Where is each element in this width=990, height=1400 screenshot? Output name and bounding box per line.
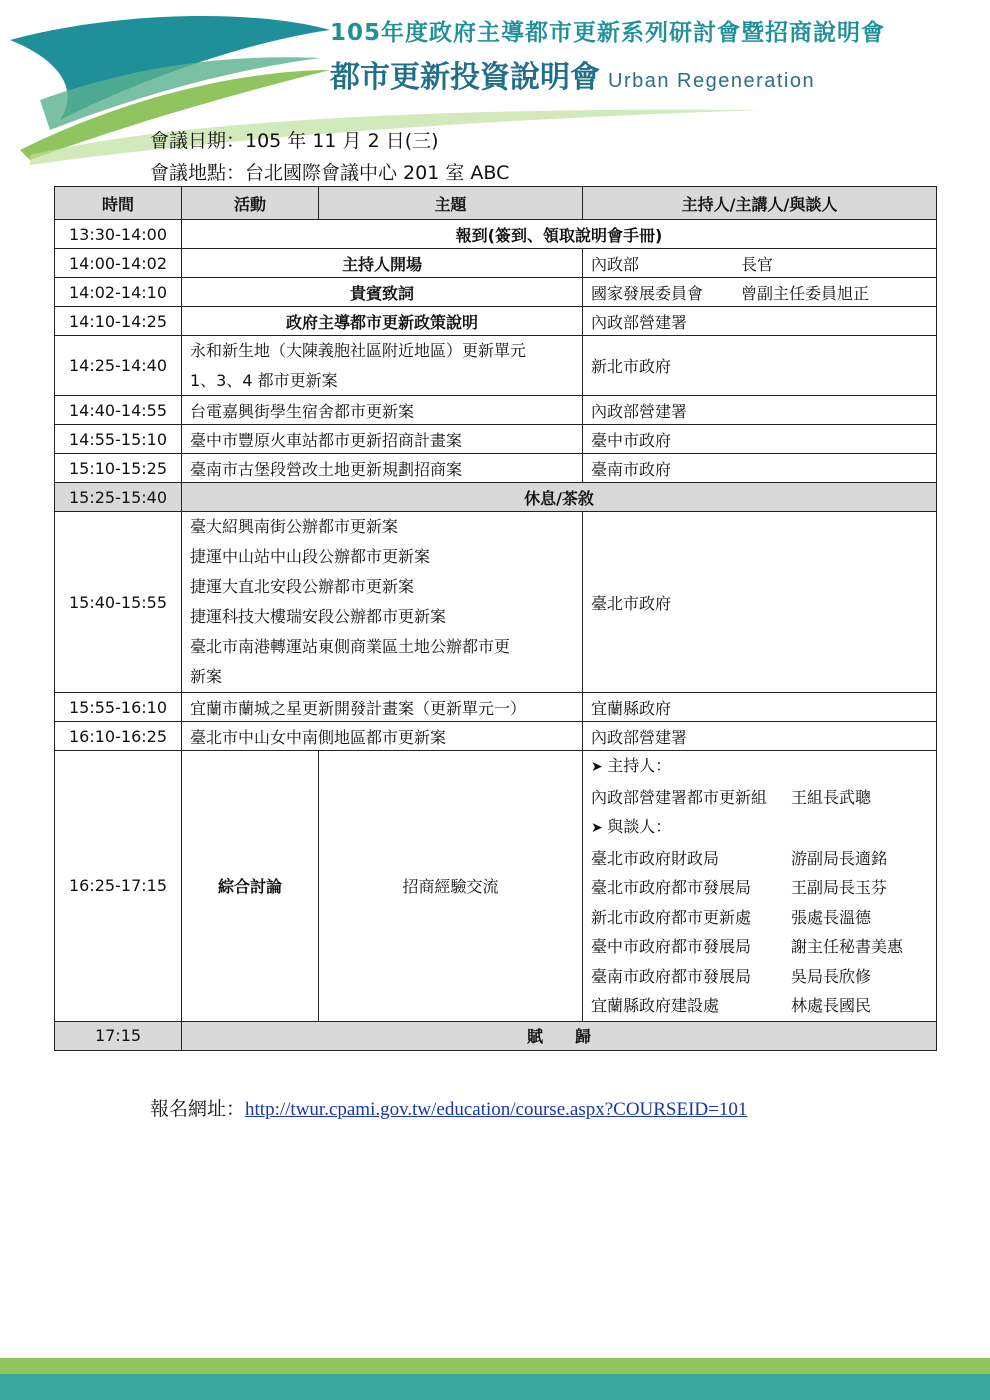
row-time: 15:25-15:40	[55, 483, 182, 512]
speaker-name: 曾副主任委員旭正	[741, 283, 870, 303]
table-row	[55, 307, 937, 336]
event-title	[330, 52, 815, 96]
agenda-table	[54, 186, 937, 1051]
row-topic: 招商經驗交流	[319, 751, 583, 1022]
panel-name: 謝主任秘書美惠	[791, 937, 904, 956]
topic-line: 臺大紹興南街公辦都市更新案	[190, 517, 399, 536]
row-activity: 綜合討論	[182, 751, 319, 1022]
row-time: 15:40-15:55	[55, 512, 182, 693]
signup-label: 報名網址：	[150, 1098, 246, 1120]
panel-label: ➤ 與談人：	[591, 812, 928, 844]
row-merged: 報到(簽到、領取說明會手冊)	[182, 220, 937, 249]
row-activity: 主持人開場	[182, 249, 583, 278]
row-topic	[182, 512, 583, 693]
panel-entry	[591, 932, 928, 962]
table-row-discussion	[55, 751, 937, 1022]
table-row	[55, 249, 937, 278]
row-time: 16:10-16:25	[55, 722, 182, 751]
row-speaker: 內政部營建署	[583, 722, 937, 751]
header-time: 時間	[55, 187, 182, 220]
host-label: ➤ 主持人：	[591, 751, 928, 783]
table-row	[55, 512, 937, 693]
row-time: 14:10-14:25	[55, 307, 182, 336]
table-row	[55, 220, 937, 249]
row-speaker: 臺北市政府	[583, 512, 937, 693]
table-row	[55, 396, 937, 425]
row-speaker: 臺中市政府	[583, 425, 937, 454]
topic-line: 新案	[190, 667, 223, 686]
row-time: 14:02-14:10	[55, 278, 182, 307]
signup-link[interactable]: http://twur.cpami.gov.tw/education/course.aspx?COURSEID=101	[245, 1099, 748, 1120]
row-speaker: 宜蘭縣政府	[583, 693, 937, 722]
row-topic: 臺北市中山女中南側地區都市更新案	[182, 722, 583, 751]
panel-org: 宜蘭縣政府建設處	[591, 996, 720, 1015]
row-speaker: 內政部營建署	[583, 307, 937, 336]
table-row	[55, 336, 937, 396]
signup-line	[150, 1094, 747, 1121]
topic-line: 捷運中山站中山段公辦都市更新案	[190, 547, 431, 566]
panel-name: 張處長溫德	[791, 907, 872, 927]
panel-org: 新北市政府都市更新處	[591, 907, 752, 927]
panel-org: 臺南市政府都市發展局	[591, 966, 752, 986]
topic-line: 捷運科技大樓瑞安段公辦都市更新案	[190, 607, 447, 626]
panel-entry	[591, 991, 928, 1021]
panel-org: 臺中市政府都市發展局	[591, 937, 752, 956]
panel-name: 吳局長欣修	[791, 966, 872, 986]
row-time: 14:25-14:40	[55, 336, 182, 396]
meeting-date: 會議日期：105 年 11 月 2 日(三)	[150, 130, 439, 152]
speaker-name: 長官	[741, 254, 774, 274]
panel-entry	[591, 844, 928, 874]
header-topic: 主題	[319, 187, 583, 220]
row-speakers	[583, 751, 937, 1022]
row-topic: 臺中市豐原火車站都市更新招商計畫案	[182, 425, 583, 454]
row-activity: 貴賓致詞	[182, 278, 583, 307]
table-row	[55, 722, 937, 751]
table-row	[55, 693, 937, 722]
meeting-venue: 會議地點：台北國際會議中心 201 室 ABC	[150, 162, 510, 184]
row-speaker: 新北市政府	[583, 336, 937, 396]
row-speaker: 臺南市政府	[583, 454, 937, 483]
topic-line: 臺北市南港轉運站東側商業區土地公辦都市更	[190, 637, 511, 656]
row-time: 16:25-17:15	[55, 751, 182, 1022]
table-row-break	[55, 483, 937, 512]
panel-entry	[591, 962, 928, 992]
host-name: 王組長武聰	[791, 787, 872, 807]
host-org: 內政部營建署都市更新組	[591, 787, 768, 807]
topic-line: 1、3、4 都市更新案	[190, 370, 338, 390]
topic-line: 捷運大直北安段公辦都市更新案	[190, 577, 415, 596]
event-title-en: Urban Regeneration	[608, 70, 816, 92]
row-time: 17:15	[55, 1021, 182, 1050]
panel-name: 游副局長適銘	[791, 848, 888, 868]
footer-stripe-teal	[0, 1374, 990, 1400]
footer-stripe-green	[0, 1358, 990, 1374]
row-speaker: 內政部營建署	[583, 396, 937, 425]
panel-org: 臺北市政府都市發展局	[591, 878, 752, 897]
row-time: 14:00-14:02	[55, 249, 182, 278]
table-row	[55, 454, 937, 483]
header-speaker: 主持人/主講人/與談人	[583, 187, 937, 220]
table-row-end	[55, 1021, 937, 1050]
row-topic	[182, 336, 583, 396]
speaker-org: 國家發展委員會	[591, 283, 704, 303]
row-time: 15:55-16:10	[55, 693, 182, 722]
row-topic: 臺南市古堡段營改土地更新規劃招商案	[182, 454, 583, 483]
row-merged: 休息/茶敘	[182, 483, 937, 512]
topic-line: 永和新生地（大陳義胞社區附近地區）更新單元	[190, 341, 527, 360]
panel-entry	[591, 903, 928, 933]
event-title-zh: 都市更新投資說明會	[330, 60, 600, 95]
row-speaker	[583, 278, 937, 307]
table-row	[55, 425, 937, 454]
row-topic: 台電嘉興街學生宿舍都市更新案	[182, 396, 583, 425]
header-banner	[0, 0, 990, 170]
row-activity: 政府主導都市更新政策說明	[182, 307, 583, 336]
table-header-row	[55, 187, 937, 220]
row-topic: 宜蘭市蘭城之星更新開發計畫案（更新單元一）	[182, 693, 583, 722]
panel-name: 王副局長玉芬	[791, 878, 888, 897]
header-activity: 活動	[182, 187, 319, 220]
panel-entry	[591, 873, 928, 903]
row-speaker	[583, 249, 937, 278]
row-time: 14:40-14:55	[55, 396, 182, 425]
panel-org: 臺北市政府財政局	[591, 848, 720, 868]
table-row	[55, 278, 937, 307]
panel-name: 林處長國民	[791, 996, 872, 1015]
speaker-org: 內政部	[591, 254, 640, 274]
row-time: 13:30-14:00	[55, 220, 182, 249]
row-merged: 賦 歸	[182, 1021, 937, 1050]
row-time: 14:55-15:10	[55, 425, 182, 454]
host-entry	[591, 783, 928, 813]
row-time: 15:10-15:25	[55, 454, 182, 483]
event-series-title: 105年度政府主導都市更新系列研討會暨招商說明會	[330, 20, 886, 46]
